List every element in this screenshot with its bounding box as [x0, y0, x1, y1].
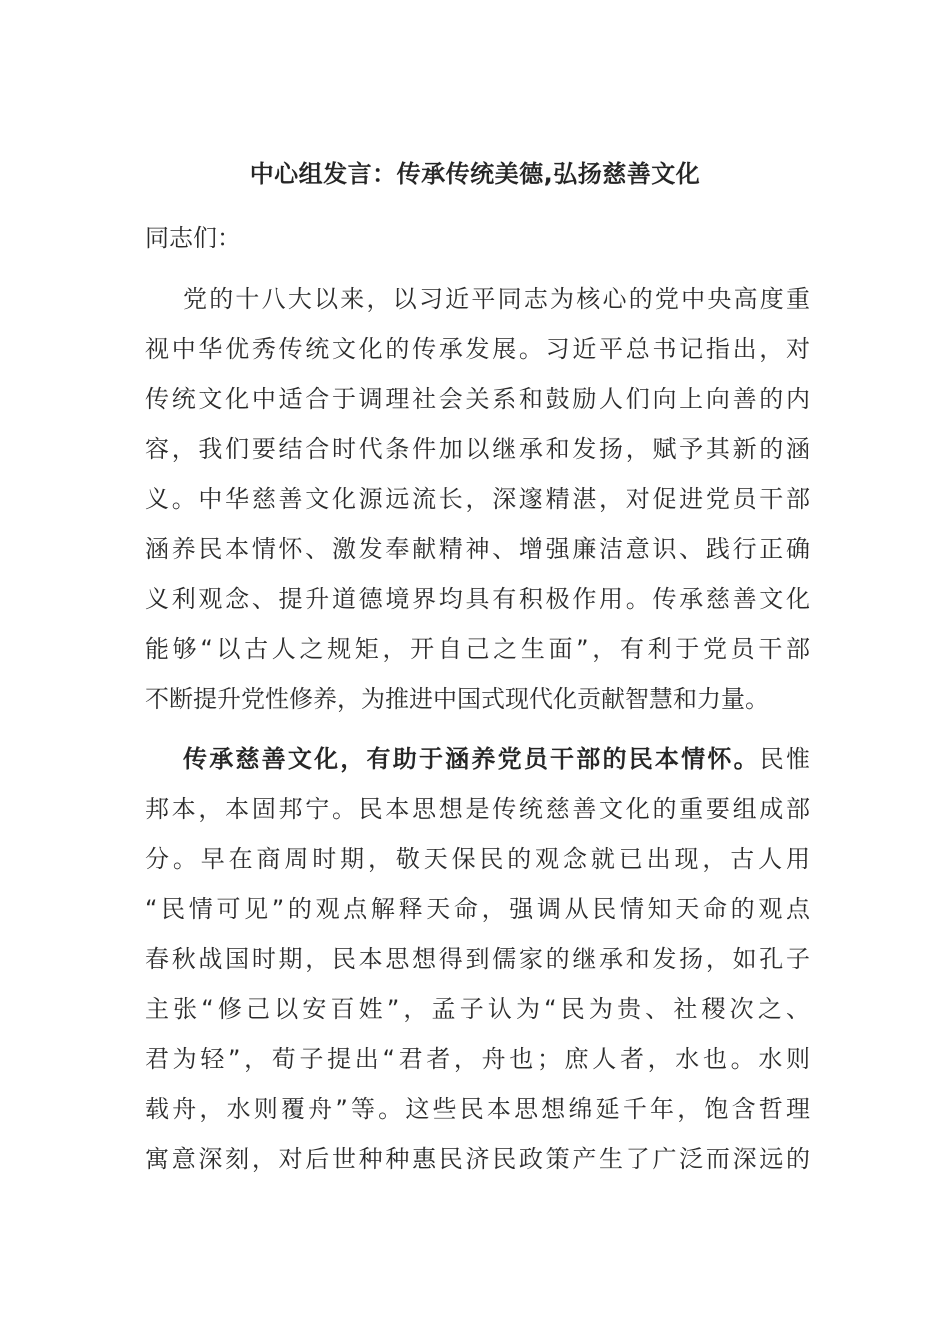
paragraph-line: 分。早在商周时期，敬天保民的观念就已出现，古人用	[145, 845, 810, 873]
paragraph-1	[145, 274, 810, 724]
paragraph-line: 党的十八大以来，以习近平同志为核心的党中央高度重	[183, 285, 810, 313]
paragraph-line: 能够“以古人之规矩，开自己之生面”，有利于党员干部	[145, 635, 810, 663]
paragraph-first-line	[145, 734, 810, 784]
paragraph-first-line-rest: 民惟	[759, 745, 810, 773]
paragraph-line: “民情可见”的观点解释天命，强调从民情知天命的观点	[145, 895, 810, 923]
paragraph-line: 容，我们要结合时代条件加以继承和发扬，赋予其新的涵	[145, 435, 810, 463]
paragraph-line: 君为轻”，荀子提出“君者，舟也；庶人者，水也。水则	[145, 1045, 810, 1073]
paragraph-lead-sentence: 传承慈善文化，有助于涵养党员干部的民本情怀。	[183, 745, 760, 773]
paragraph-line: 主张“修己以安百姓”，孟子认为“民为贵、社稷次之、	[145, 995, 810, 1023]
paragraph-line: 义。中华慈善文化源远流长，深邃精湛，对促进党员干部	[145, 485, 810, 513]
salutation: 同志们：	[145, 224, 241, 252]
paragraph-line: 义利观念、提升道德境界均具有积极作用。传承慈善文化	[145, 585, 810, 613]
paragraph-line: 春秋战国时期，民本思想得到儒家的继承和发扬，如孔子	[145, 945, 810, 973]
paragraph-line: 视中华优秀传统文化的传承发展。习近平总书记指出，对	[145, 335, 810, 363]
paragraph-line: 载舟，水则覆舟”等。这些民本思想绵延千年，饱含哲理	[145, 1095, 810, 1123]
document-title: 中心组发言：传承传统美德,弘扬慈善文化	[249, 160, 701, 188]
paragraph-line: 涵养民本情怀、激发奉献精神、增强廉洁意识、践行正确	[145, 535, 810, 563]
paragraph-2	[145, 734, 810, 1184]
paragraph-line: 传统文化中适合于调理社会关系和鼓励人们向上向善的内	[145, 385, 810, 413]
paragraph-line: 寓意深刻，对后世种种惠民济民政策产生了广泛而深远的	[145, 1145, 810, 1173]
paragraph-line: 不断提升党性修养，为推进中国式现代化贡献智慧和力量。	[145, 685, 769, 713]
paragraph-line: 邦本，本固邦宁。民本思想是传统慈善文化的重要组成部	[145, 795, 810, 823]
